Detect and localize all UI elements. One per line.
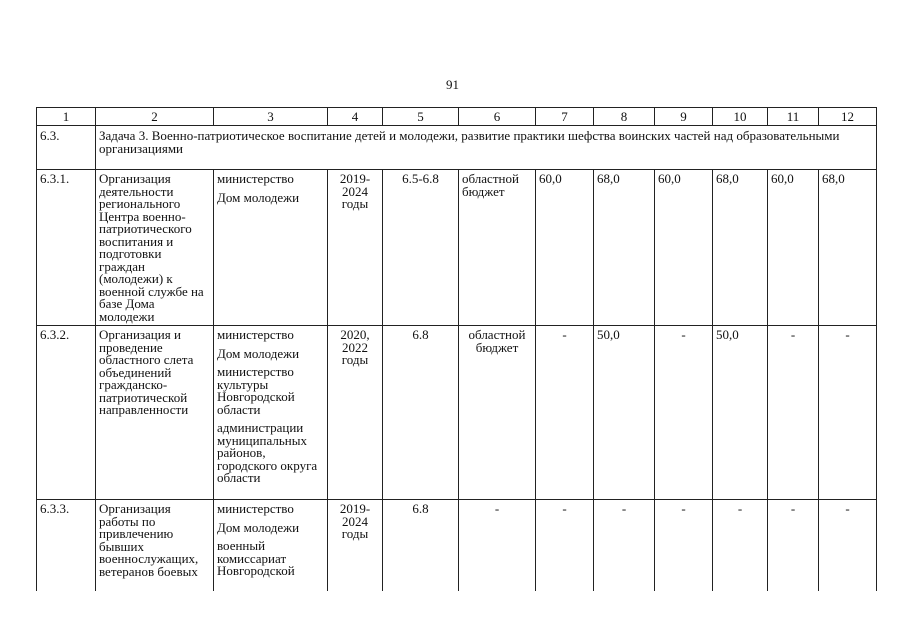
column-number: 4 bbox=[328, 108, 383, 126]
value-col11: - bbox=[768, 500, 819, 592]
activity-name: Организация и проведение областного слета объединений гражданско-патриотической направленности bbox=[96, 326, 214, 500]
table-row bbox=[37, 500, 877, 592]
page-number: 91 bbox=[446, 77, 459, 92]
column-number: 12 bbox=[819, 108, 877, 126]
executors-cell bbox=[214, 326, 328, 500]
column-number: 3 bbox=[214, 108, 328, 126]
executor: министерство bbox=[217, 327, 294, 342]
value-col9: - bbox=[655, 500, 713, 592]
funding-source: областной бюджет bbox=[459, 326, 536, 500]
column-number: 10 bbox=[713, 108, 768, 126]
column-number: 2 bbox=[96, 108, 214, 126]
activity-name: Организация деятельности регионального Центра военно-патриотического воспитания и подготовки граждан (молодежи) к военной службе на базе Дома молодежи bbox=[96, 170, 214, 326]
executor: министерство bbox=[217, 501, 294, 516]
table-row bbox=[37, 170, 877, 326]
value-col12: 68,0 bbox=[819, 170, 877, 326]
value-col12: - bbox=[819, 500, 877, 592]
column-number-row bbox=[37, 108, 877, 126]
column-number: 7 bbox=[536, 108, 594, 126]
value-col7: - bbox=[536, 500, 594, 592]
executors-cell bbox=[214, 170, 328, 326]
column-number: 8 bbox=[594, 108, 655, 126]
column-number: 5 bbox=[383, 108, 459, 126]
activity-name: Организация работы по привлечению бывших военнослужащих, ветеранов боевых bbox=[96, 500, 214, 592]
executor: администрации муниципальных районов, городского округа области bbox=[217, 420, 318, 485]
row-number: 6.3.1. bbox=[37, 170, 96, 326]
value-col11: - bbox=[768, 326, 819, 500]
column-number: 11 bbox=[768, 108, 819, 126]
indicator: 6.8 bbox=[383, 500, 459, 592]
period: 2019-2024 годы bbox=[328, 170, 383, 326]
period: 2020, 2022 годы bbox=[328, 326, 383, 500]
task-row bbox=[37, 126, 877, 170]
value-col8: 50,0 bbox=[594, 326, 655, 500]
value-col9: - bbox=[655, 326, 713, 500]
value-col11: 60,0 bbox=[768, 170, 819, 326]
row-number: 6.3.2. bbox=[37, 326, 96, 500]
value-col10: 68,0 bbox=[713, 170, 768, 326]
value-col12: - bbox=[819, 326, 877, 500]
value-col10: 50,0 bbox=[713, 326, 768, 500]
value-col8: - bbox=[594, 500, 655, 592]
column-number: 1 bbox=[37, 108, 96, 126]
value-col8: 68,0 bbox=[594, 170, 655, 326]
row-number: 6.3.3. bbox=[37, 500, 96, 592]
executor: Дом молодежи bbox=[217, 189, 300, 205]
task-number: 6.3. bbox=[37, 126, 96, 170]
funding-source: - bbox=[459, 500, 536, 592]
executor: Дом молодежи bbox=[217, 345, 300, 361]
value-col7: 60,0 bbox=[536, 170, 594, 326]
program-table bbox=[36, 107, 877, 591]
indicator: 6.8 bbox=[383, 326, 459, 500]
table-row bbox=[37, 326, 877, 500]
executor: Дом молодежи bbox=[217, 519, 300, 535]
period: 2019-2024 годы bbox=[328, 500, 383, 592]
value-col10: - bbox=[713, 500, 768, 592]
task-title: Задача 3. Военно-патриотическое воспитание детей и молодежи, развитие практики шефства воинских частей над образовательными организациями bbox=[96, 126, 877, 170]
funding-source: областной бюджет bbox=[459, 170, 536, 326]
executor: министерство bbox=[217, 171, 294, 186]
executors-cell bbox=[214, 500, 328, 592]
column-number: 6 bbox=[459, 108, 536, 126]
indicator: 6.5-6.8 bbox=[383, 170, 459, 326]
executor: военный комиссариат Новгородской bbox=[217, 538, 295, 578]
executor: министерство культуры Новгородской области bbox=[217, 364, 295, 417]
column-number: 9 bbox=[655, 108, 713, 126]
value-col7: - bbox=[536, 326, 594, 500]
value-col9: 60,0 bbox=[655, 170, 713, 326]
